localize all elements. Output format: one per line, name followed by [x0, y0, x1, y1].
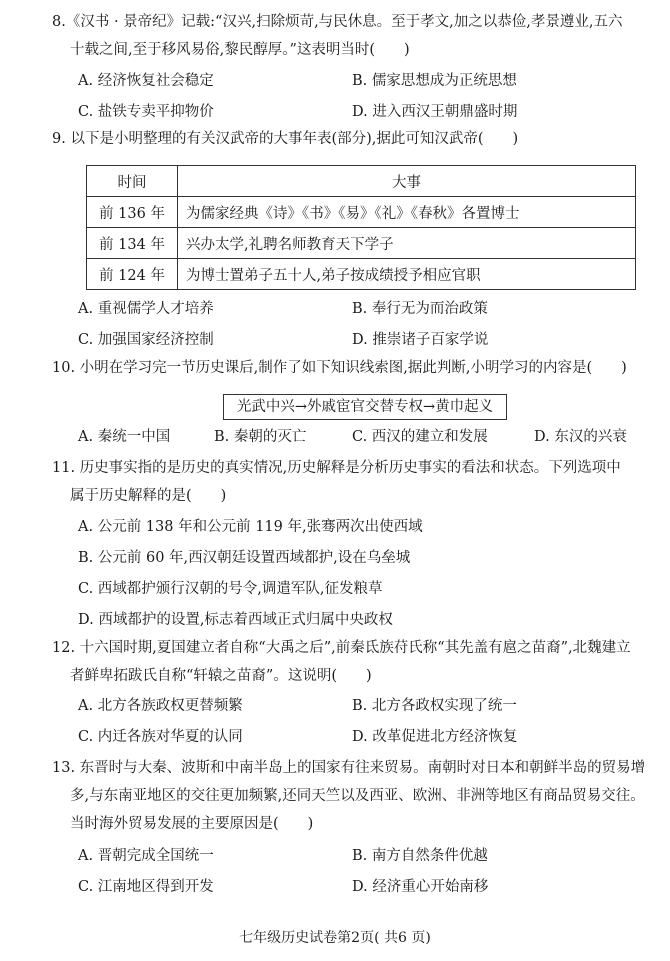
table-cell-event: 为博士置弟子五十人,弟子按成绩授予相应官职	[178, 259, 636, 290]
question-12-option-c[interactable]: C. 内迁各族对华夏的认同	[78, 729, 243, 745]
question-9-option-d[interactable]: D. 推崇诸子百家学说	[352, 332, 489, 348]
question-11-option-d[interactable]: D. 西域都护的设置,标志着西域正式归属中央政权	[78, 612, 393, 628]
question-11-option-c[interactable]: C. 西域都护颁行汉朝的号令,调遣军队,征发粮草	[78, 581, 383, 597]
question-11	[52, 454, 621, 510]
table-row	[87, 197, 636, 228]
question-12	[52, 634, 631, 690]
question-12-stem-line-2: 者鲜卑拓跋氏自称“轩辕之苗裔”。这说明( )	[70, 668, 372, 684]
question-8-option-c[interactable]: C. 盐铁专卖平抑物价	[78, 104, 214, 120]
question-13-option-a[interactable]: A. 晋朝完成全国统一	[78, 848, 214, 864]
question-10-option-a[interactable]: A. 秦统一中国	[78, 429, 171, 445]
question-11-stem-line-2: 属于历史解释的是( )	[70, 488, 227, 504]
question-13-option-b[interactable]: B. 南方自然条件优越	[352, 848, 488, 864]
question-13-option-d[interactable]: D. 经济重心开始南移	[352, 879, 489, 895]
question-12-stem-line-1: 12. 十六国时期,夏国建立者自称“大禹之后”,前秦氐族苻氏称“其先盖有扈之苗裔”,北魏建立	[52, 640, 631, 656]
question-13-stem-line-3: 当时海外贸易发展的主要原因是( )	[70, 816, 314, 832]
table-row	[87, 259, 636, 290]
table-cell-time: 前 134 年	[87, 228, 178, 259]
question-8	[52, 8, 623, 64]
question-10-stem: 10. 小明在学习完一节历史课后,制作了如下知识线索图,据此判断,小明学习的内容是( )	[52, 360, 627, 376]
events-table	[86, 165, 636, 290]
question-8-stem-line-2: 十载之间,至于移风易俗,黎民醇厚。”这表明当时( )	[70, 42, 410, 58]
table-cell-event: 兴办太学,礼聘名师教育天下学子	[178, 228, 636, 259]
table-header-time: 时间	[87, 166, 178, 197]
question-10-option-c[interactable]: C. 西汉的建立和发展	[352, 429, 488, 445]
question-9-option-b[interactable]: B. 奉行无为而治政策	[352, 301, 488, 317]
table-cell-time: 前 124 年	[87, 259, 178, 290]
knowledge-clue-box: 光武中兴→外戚宦官交替专权→黄巾起义	[223, 394, 507, 420]
question-8-option-d[interactable]: D. 进入西汉王朝鼎盛时期	[352, 104, 518, 120]
question-11-option-a[interactable]: A. 公元前 138 年和公元前 119 年,张骞两次出使西域	[78, 519, 423, 535]
question-10	[52, 354, 627, 382]
question-13-stem-line-1: 13. 东晋时与大秦、波斯和中南半岛上的国家有往来贸易。南朝时对日本和朝鲜半岛的贸易增	[52, 760, 646, 776]
table-header-row	[87, 166, 636, 197]
question-13-option-c[interactable]: C. 江南地区得到开发	[78, 879, 214, 895]
question-9-option-c[interactable]: C. 加强国家经济控制	[78, 332, 214, 348]
question-12-option-b[interactable]: B. 北方各政权实现了统一	[352, 698, 517, 714]
question-13	[52, 754, 645, 838]
question-9-stem: 9. 以下是小明整理的有关汉武帝的大事年表(部分),据此可知汉武帝( )	[52, 131, 519, 147]
question-12-option-a[interactable]: A. 北方各族政权更替频繁	[78, 698, 243, 714]
table-cell-event: 为儒家经典《诗》《书》《易》《礼》《春秋》各置博士	[178, 197, 636, 228]
question-9-option-a[interactable]: A. 重视儒学人才培养	[78, 301, 214, 317]
table-cell-time: 前 136 年	[87, 197, 178, 228]
table-row	[87, 228, 636, 259]
question-13-stem-line-2: 多,与东南亚地区的交往更加频繁,还同天竺以及西亚、欧洲、非洲等地区有商品贸易交往。	[70, 788, 645, 804]
question-8-stem-line-1: 8.《汉书 · 景帝纪》记载:“汉兴,扫除烦苛,与民休息。至于孝文,加之以恭俭,孝景遵业,五六	[52, 14, 623, 30]
question-10-option-b[interactable]: B. 秦朝的灭亡	[214, 429, 307, 445]
question-8-option-b[interactable]: B. 儒家思想成为正统思想	[352, 73, 517, 89]
question-11-option-b[interactable]: B. 公元前 60 年,西汉朝廷设置西域都护,设在乌垒城	[78, 550, 411, 566]
question-8-option-a[interactable]: A. 经济恢复社会稳定	[78, 73, 214, 89]
table-header-event: 大事	[178, 166, 636, 197]
page-footer: 七年级历史试卷第2页( 共6 页)	[239, 930, 431, 946]
question-9	[52, 125, 518, 153]
question-12-option-d[interactable]: D. 改革促进北方经济恢复	[352, 729, 518, 745]
question-10-option-d[interactable]: D. 东汉的兴衰	[534, 429, 627, 445]
question-11-stem-line-1: 11. 历史事实指的是历史的真实情况,历史解释是分析历史事实的看法和状态。下列选项中	[52, 460, 621, 476]
